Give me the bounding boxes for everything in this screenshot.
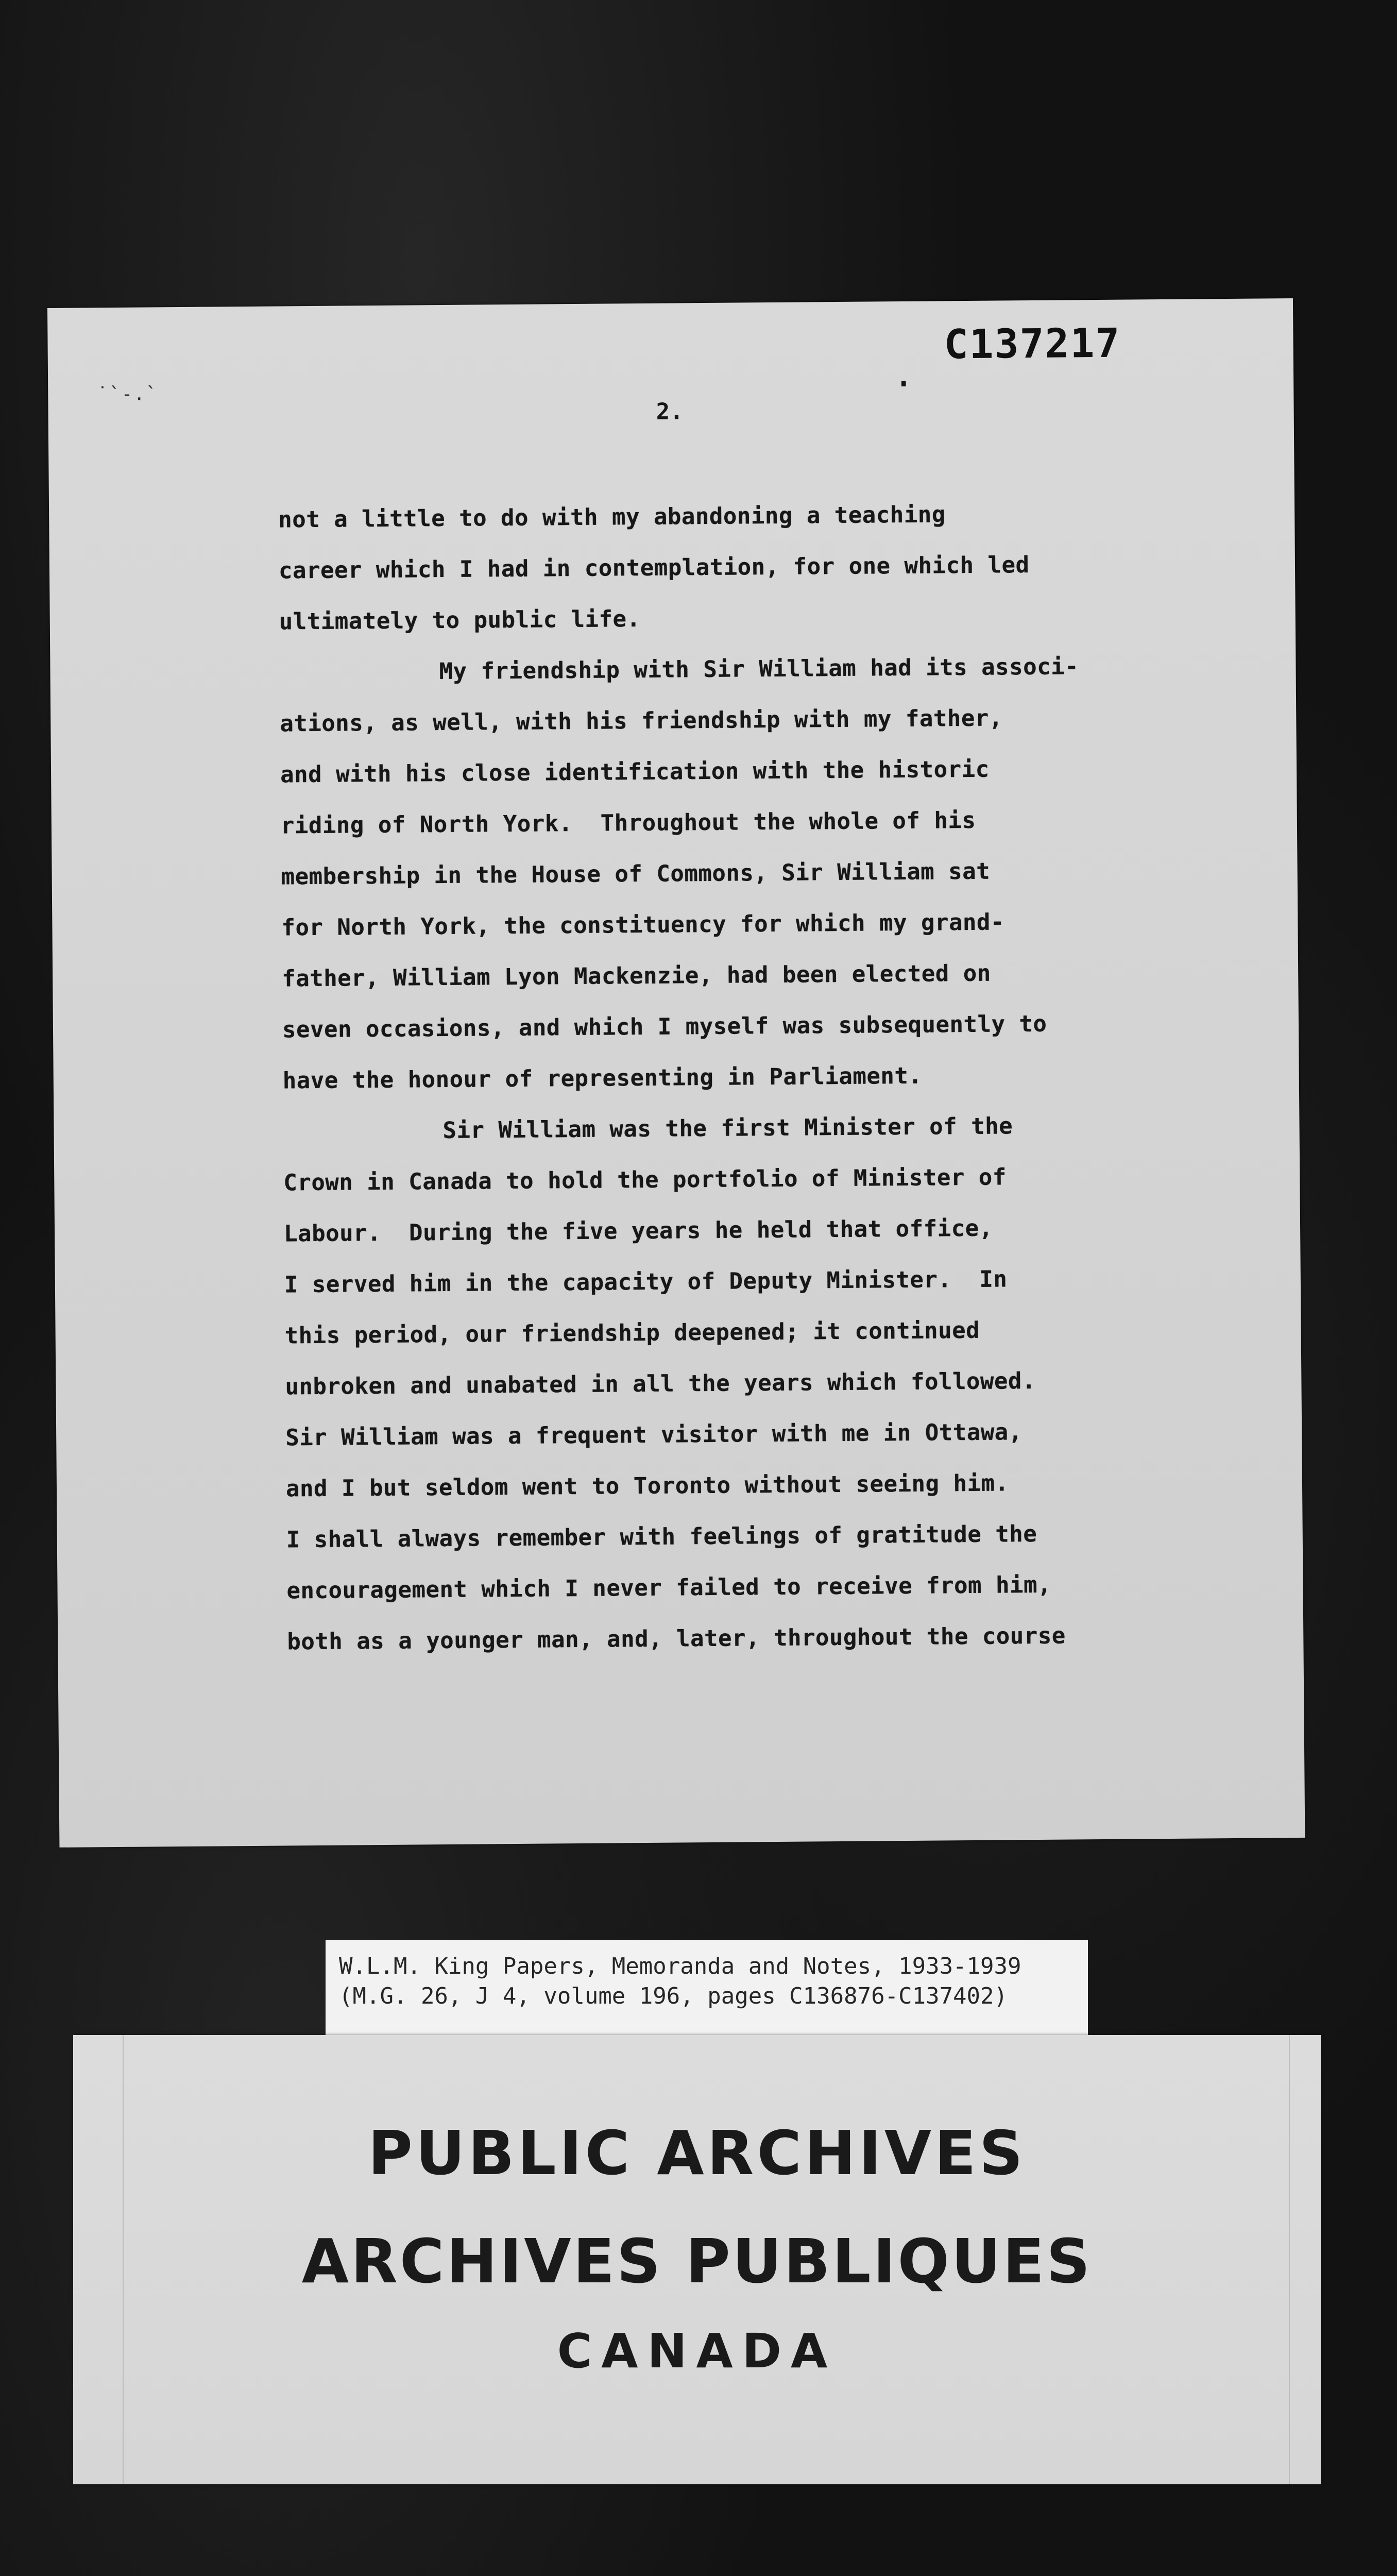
text-line: membership in the House of Commons, Sir William sat [281,858,991,890]
text-line: Sir William was the first Minister of the [442,1113,1013,1144]
citation-label [326,1940,1088,2037]
stamp-dot: . [892,352,915,396]
archives-title-french: ARCHIVES PUBLIQUES [301,2226,1093,2297]
text-line: and I but seldom went to Toronto without seeing him. [285,1470,1009,1502]
text-line: unbroken and unabated in all the years which followed. [285,1367,1036,1400]
page-number: 2. [656,398,684,425]
text-line: My friendship with Sir William had its associ- [439,653,1079,685]
text-line: Labour. During the five years he held that office, [283,1215,993,1247]
text-line: career which I had in contemplation, for one which led [278,552,1030,584]
text-line: Sir William was a frequent visitor with me in Ottawa, [285,1419,1023,1451]
public-archives-card [73,2035,1321,2484]
text-line: and with his close identification with the historic [280,756,990,788]
corner-mark: ˙`-.` [97,383,158,405]
text-line: ultimately to public life. [279,605,641,635]
document-stamp-number: C137217 [944,320,1121,368]
text-line: riding of North York. Throughout the whole of his [280,807,976,839]
text-line: I served him in the capacity of Deputy Minister. In [284,1266,1008,1298]
text-line: I shall always remember with feelings of gratitude the [286,1520,1037,1553]
text-line: have the honour of representing in Parliament. [282,1062,923,1094]
text-line: seven occasions, and which I myself was subsequently to [282,1010,1047,1043]
citation-line-reference: (M.G. 26, J 4, volume 196, pages C136876-C137402) [339,1983,1008,2009]
text-line: both as a younger man, and, later, throughout the course [287,1622,1066,1655]
typed-letter-page [47,298,1305,1848]
text-line: for North York, the constituency for which my grand- [281,909,1005,941]
text-line: ations, as well, with his friendship with my father, [280,705,1003,737]
letter-body [278,487,1256,1668]
citation-line-collection: W.L.M. King Papers, Memoranda and Notes, 1933-1939 [339,1953,1021,1979]
archives-title-english: PUBLIC ARCHIVES [368,2117,1026,2189]
text-line: father, William Lyon Mackenzie, had been elected on [282,960,991,992]
text-line: encouragement which I never failed to receive from him, [286,1571,1052,1604]
archives-country: CANADA [557,2324,837,2379]
text-line: Crown in Canada to hold the portfolio of Minister of [283,1164,1007,1196]
text-line: not a little to do with my abandoning a teaching [278,501,946,533]
text-line: this period, our friendship deepened; it continued [284,1317,980,1349]
